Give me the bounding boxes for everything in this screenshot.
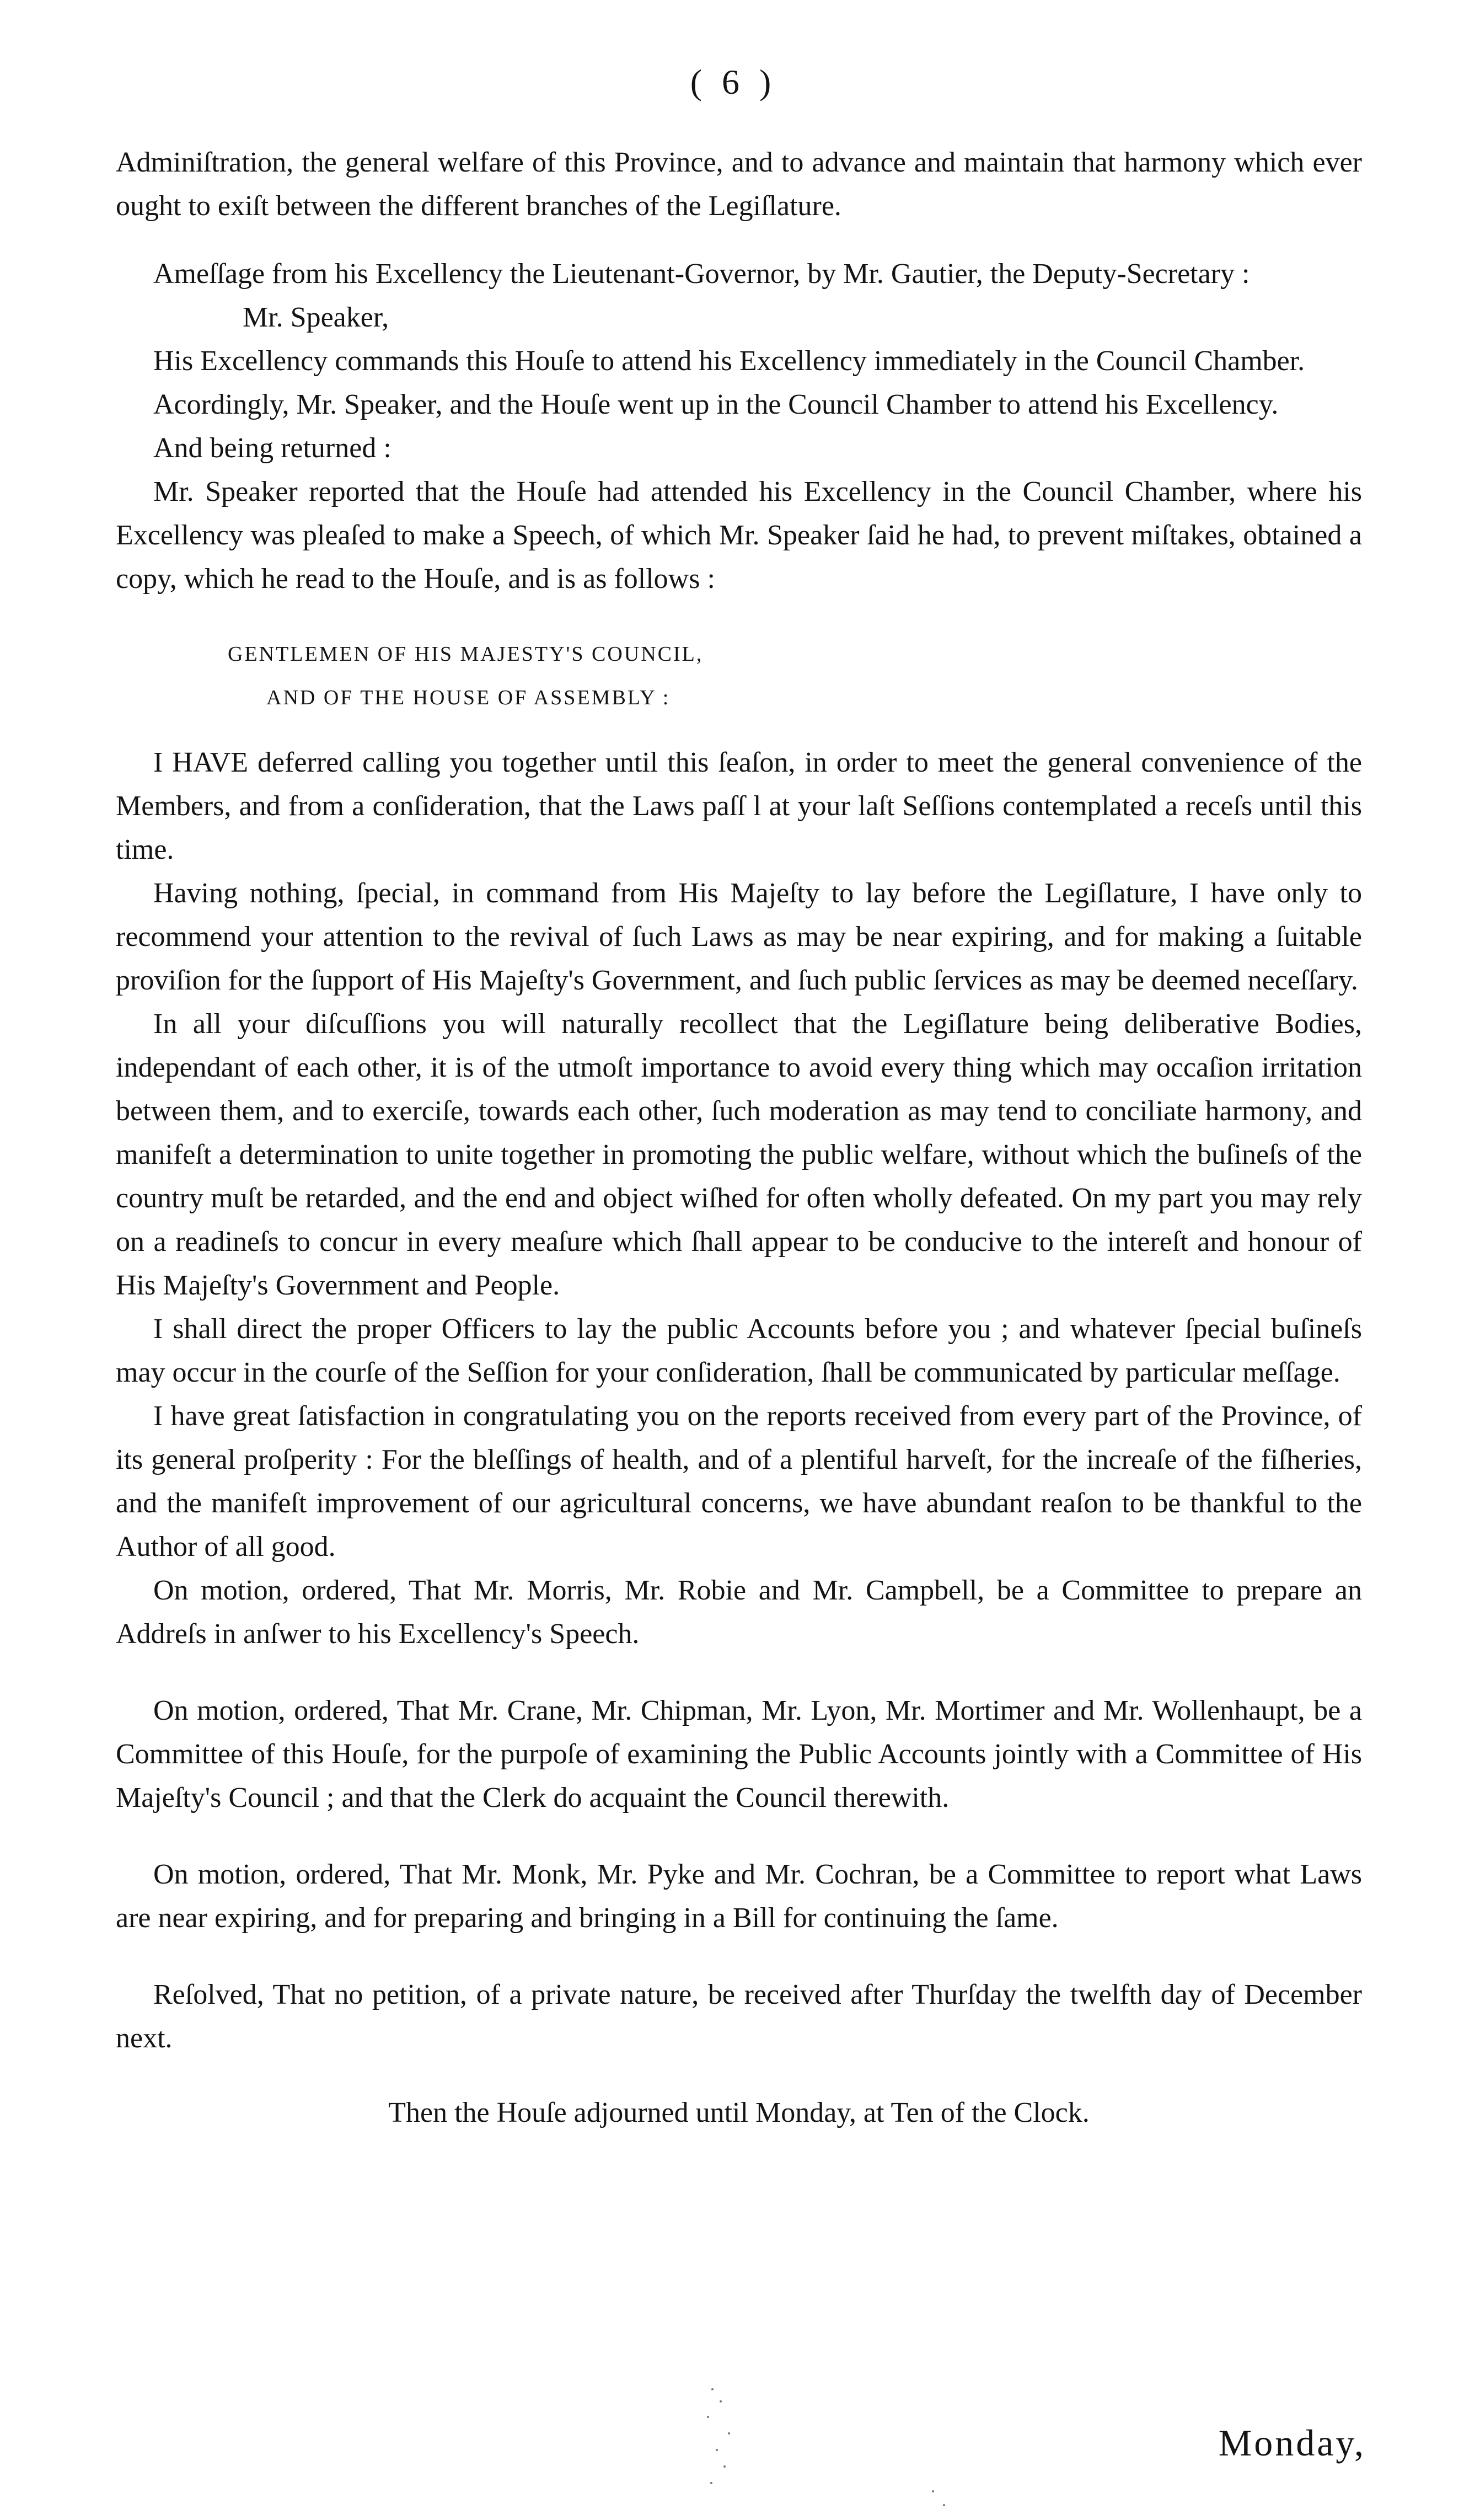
paper-speck [723,2465,726,2468]
speech-paragraph-discussions: In all your diſcuſſions you will naturally recollect that the Legiſlature being deliberative Bodies, independant of each other, it is of the utmoſt importance to avoid every thing which may occaſion irritation between them, and to exerciſe, towards each other, ſuch moderation as may tend to conciliate harmony, and manifeſt a determination to unite together in promoting the public welfare, without which the buſineſs of the country muſt be retarded, and the end and object wiſhed for often wholly defeated. On my part you may rely on a readineſs to concur in every meaſure which ſhall appear to be conducive to the intereſt and honour of His Majeſty's Government and People. [116,1008,1362,1301]
motion-expiring-laws-committee: On motion, ordered, That Mr. Monk, Mr. Pyke and Mr. Cochran, be a Committee to report what Laws are near expiring, and for preparing and bringing in a Bill for continuing the ſame. [116,1859,1362,1934]
paragraph-speaker-report: Mr. Speaker reported that the Houſe had attended his Excellency in the Council Chamber, where his Excellency was pleaſed to make a Speech, of which Mr. Speaker ſaid he had, to prevent miſtakes, obtained a copy, which he read to the Houſe, and is as follows : [116,476,1362,595]
paper-speck [711,2388,714,2390]
paragraph-returned: And being returned : [153,432,392,464]
resolution-petitions: Reſolved, That no petition, of a private nature, be received after Thurſday the twelfth day of December next. [116,1979,1362,2054]
paragraph-administration: Adminiſtration, the general welfare of this Province, and to advance and maintain that harmony which ever ought to exiſt between the different branches of the Legiſlature. [116,147,1362,222]
motion-address-committee: On motion, ordered, That Mr. Morris, Mr. Robie and Mr. Campbell, be a Committee to prepare an Addreſs in anſwer to his Excellency's Speech. [116,1575,1362,1650]
catchword: Monday, [1218,2422,1366,2464]
page-number: ( 6 ) [690,62,777,101]
speech-paragraph-deferred: I HAVE deferred calling you together until this ſeaſon, in order to meet the general convenience of the Members, and from a conſideration, that the Laws paſſ l at your laſt Seſſions contemplated a receſs until this time. [116,747,1362,865]
speech-heading-line-2: AND OF THE HOUSE OF ASSEMBLY : [266,686,671,709]
paper-speck [716,2449,718,2451]
paper-speck [728,2432,730,2435]
speech-paragraph-nothing-special: Having nothing, ſpecial, in command from His Majeſty to lay before the Legiſlature, I have only to recommend your attention to the revival of ſuch Laws as may be near expiring, and for making a ſuitable proviſion for the ſupport of His Majeſty's Government, and ſuch public ſervices as may be deemed neceſſary. [116,878,1362,996]
paper-speck [720,2400,722,2403]
paper-speck [710,2482,712,2484]
motion-accounts-committee: On motion, ordered, That Mr. Crane, Mr. Chipman, Mr. Lyon, Mr. Mortimer and Mr. Wollenhaupt, be a Committee of this Houſe, for the purpoſe of examining the Public Accounts jointly with a Committee of His Majeſty's Council ; and that the Clerk do acquaint the Council therewith. [116,1695,1362,1813]
paper-speck [932,2490,934,2492]
paragraph-message: Ameſſage from his Excellency the Lieutenant-Governor, by Mr. Gautier, the Deputy-Secretary : [153,258,1250,290]
text-column [116,141,1362,2134]
paragraph-accordingly: Acordingly, Mr. Speaker, and the Houſe went up in the Council Chamber to attend his Excellency. [153,389,1279,420]
paper-speck [707,2416,709,2418]
speech-paragraph-accounts: I shall direct the proper Officers to lay the public Accounts before you ; and whatever ſpecial buſineſs may occur in the courſe of the Seſſion for your conſideration, ſhall be communicated by particular meſſage. [116,1313,1362,1388]
salutation-speaker: Mr. Speaker, [243,302,389,333]
speech-paragraph-satisfaction: I have great ſatisfaction in congratulating you on the reports received from every part of the Province, of its general proſperity : For the bleſſings of health, and of a plentiful harveſt, for the increaſe of the fiſheries, and the manifeſt improvement of our agricultural concerns, we have abundant reaſon to be thankful to the Author of all good. [116,1400,1362,1563]
paper-speck [943,2504,945,2506]
speech-heading-line-1: GENTLEMEN OF HIS MAJESTY'S COUNCIL, [228,643,704,666]
paragraph-commands: His Excellency commands this Houſe to attend his Excellency immediately in the Council Chamber. [153,345,1305,377]
adjournment-line: Then the Houſe adjourned until Monday, at Ten of the Clock. [388,2097,1090,2128]
